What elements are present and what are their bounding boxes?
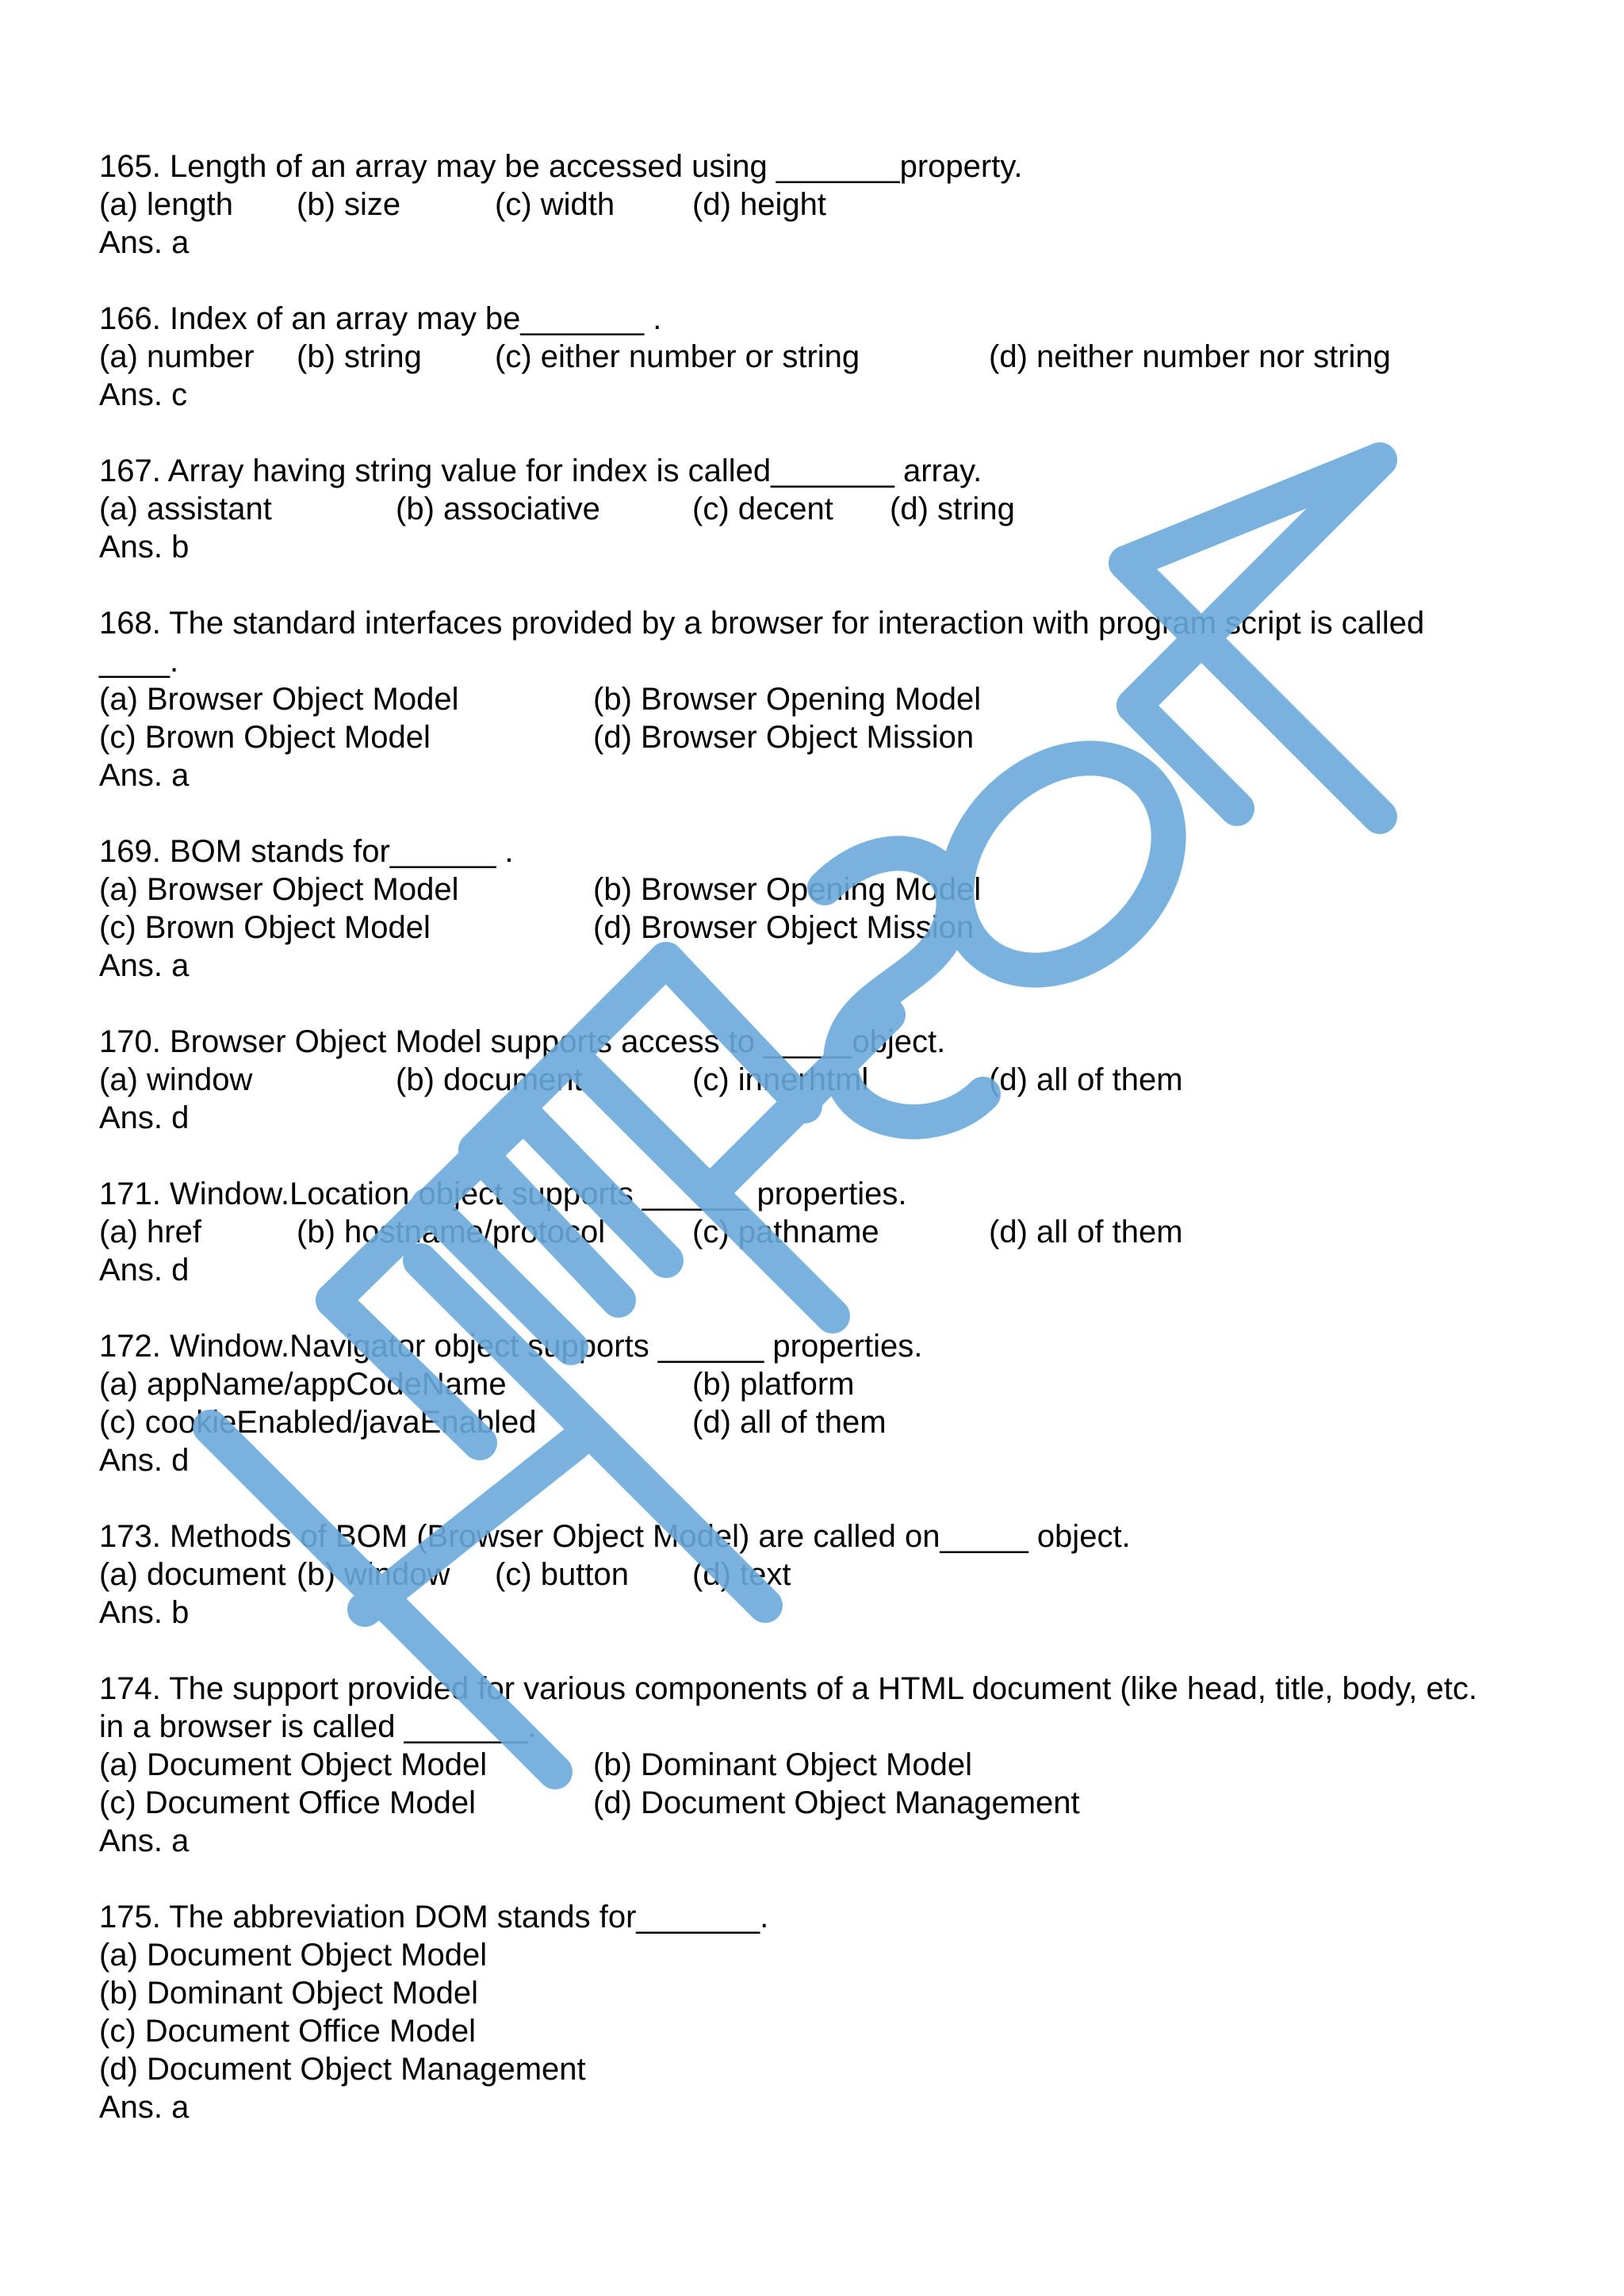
answer-text: Ans. a xyxy=(99,948,190,983)
option-a: (a) assistant xyxy=(99,492,272,526)
option-b: (b) window xyxy=(297,1557,450,1592)
option-d: (d) all of them xyxy=(989,1062,1183,1097)
option-d: (d) Browser Object Mission xyxy=(593,910,975,945)
option-d: (d) Document Object Management xyxy=(99,2052,586,2087)
answer-text: Ans. b xyxy=(99,1595,190,1630)
option-a: (a) window xyxy=(99,1062,253,1097)
option-d: (d) height xyxy=(692,187,826,222)
option-c: (c) Document Office Model xyxy=(99,1785,476,1820)
option-a: (a) document xyxy=(99,1557,286,1592)
option-a: (a) Browser Object Model xyxy=(99,872,459,907)
option-c: (c) Brown Object Model xyxy=(99,720,431,755)
question-text: 172. Window.Navigator object supports ______ properties. xyxy=(99,1329,923,1364)
answer-text: Ans. d xyxy=(99,1443,190,1478)
option-a: (a) number xyxy=(99,339,255,374)
option-c: (c) Brown Object Model xyxy=(99,910,431,945)
option-b: (b) hostname/protocol xyxy=(297,1215,606,1249)
option-b: (b) Browser Opening Model xyxy=(593,872,982,907)
option-a: (a) length xyxy=(99,187,233,222)
option-b: (b) platform xyxy=(692,1367,855,1402)
option-a: (a) Browser Object Model xyxy=(99,682,459,717)
answer-text: Ans. a xyxy=(99,225,190,260)
question-text: 168. The standard interfaces provided by a browser for interaction with program script is called xyxy=(99,606,1425,641)
answer-text: Ans. a xyxy=(99,2090,190,2125)
option-d: (d) string xyxy=(890,492,1015,526)
option-d: (d) all of them xyxy=(692,1405,887,1440)
question-text: 166. Index of an array may be_______ . xyxy=(99,301,662,336)
option-a: (a) href xyxy=(99,1215,201,1249)
option-b: (b) size xyxy=(297,187,401,222)
question-text: 169. BOM stands for______ . xyxy=(99,834,514,869)
answer-text: Ans. d xyxy=(99,1253,190,1288)
option-c: (c) innerhtml xyxy=(692,1062,869,1097)
option-c: (c) button xyxy=(495,1557,629,1592)
option-d: (d) Document Object Management xyxy=(593,1785,1080,1820)
question-text-continued: ____. xyxy=(99,644,179,679)
option-b: (b) Dominant Object Model xyxy=(593,1747,972,1782)
answer-text: Ans. d xyxy=(99,1100,190,1135)
option-a: (a) Document Object Model xyxy=(99,1747,488,1782)
option-b: (b) associative xyxy=(396,492,600,526)
question-text: 174. The support provided for various components of a HTML document (like head, title, body, etc. xyxy=(99,1671,1477,1706)
option-c: (c) Document Office Model xyxy=(99,2014,476,2049)
option-d: (d) neither number nor string xyxy=(989,339,1391,374)
option-a: (a) appName/appCodeName xyxy=(99,1367,507,1402)
option-b: (b) Dominant Object Model xyxy=(99,1976,478,2011)
option-d: (d) text xyxy=(692,1557,791,1592)
question-text: 165. Length of an array may be accessed using _______property. xyxy=(99,149,1023,184)
option-c: (c) either number or string xyxy=(495,339,860,374)
option-b: (b) document xyxy=(396,1062,583,1097)
answer-text: Ans. a xyxy=(99,758,190,793)
question-text: 173. Methods of BOM (Browser Object Model) are called on_____ object. xyxy=(99,1519,1131,1554)
option-a: (a) Document Object Model xyxy=(99,1938,488,1973)
option-d: (d) Browser Object Mission xyxy=(593,720,975,755)
answer-text: Ans. a xyxy=(99,1823,190,1858)
option-c: (c) width xyxy=(495,187,615,222)
answer-text: Ans. c xyxy=(99,377,188,412)
option-b: (b) Browser Opening Model xyxy=(593,682,982,717)
question-text-continued: in a browser is called _______. xyxy=(99,1709,537,1744)
question-text: 175. The abbreviation DOM stands for_______. xyxy=(99,1900,769,1934)
question-text: 167. Array having string value for index is called_______ array. xyxy=(99,453,982,488)
question-text: 171. Window.Location object supports ______ properties. xyxy=(99,1177,907,1211)
option-b: (b) string xyxy=(297,339,422,374)
option-c: (c) pathname xyxy=(692,1215,879,1249)
answer-text: Ans. b xyxy=(99,530,190,564)
question-text: 170. Browser Object Model supports access to _____object. xyxy=(99,1024,946,1059)
option-d: (d) all of them xyxy=(989,1215,1183,1249)
option-c: (c) decent xyxy=(692,492,833,526)
option-c: (c) cookieEnabled/javaEnabled xyxy=(99,1405,537,1440)
